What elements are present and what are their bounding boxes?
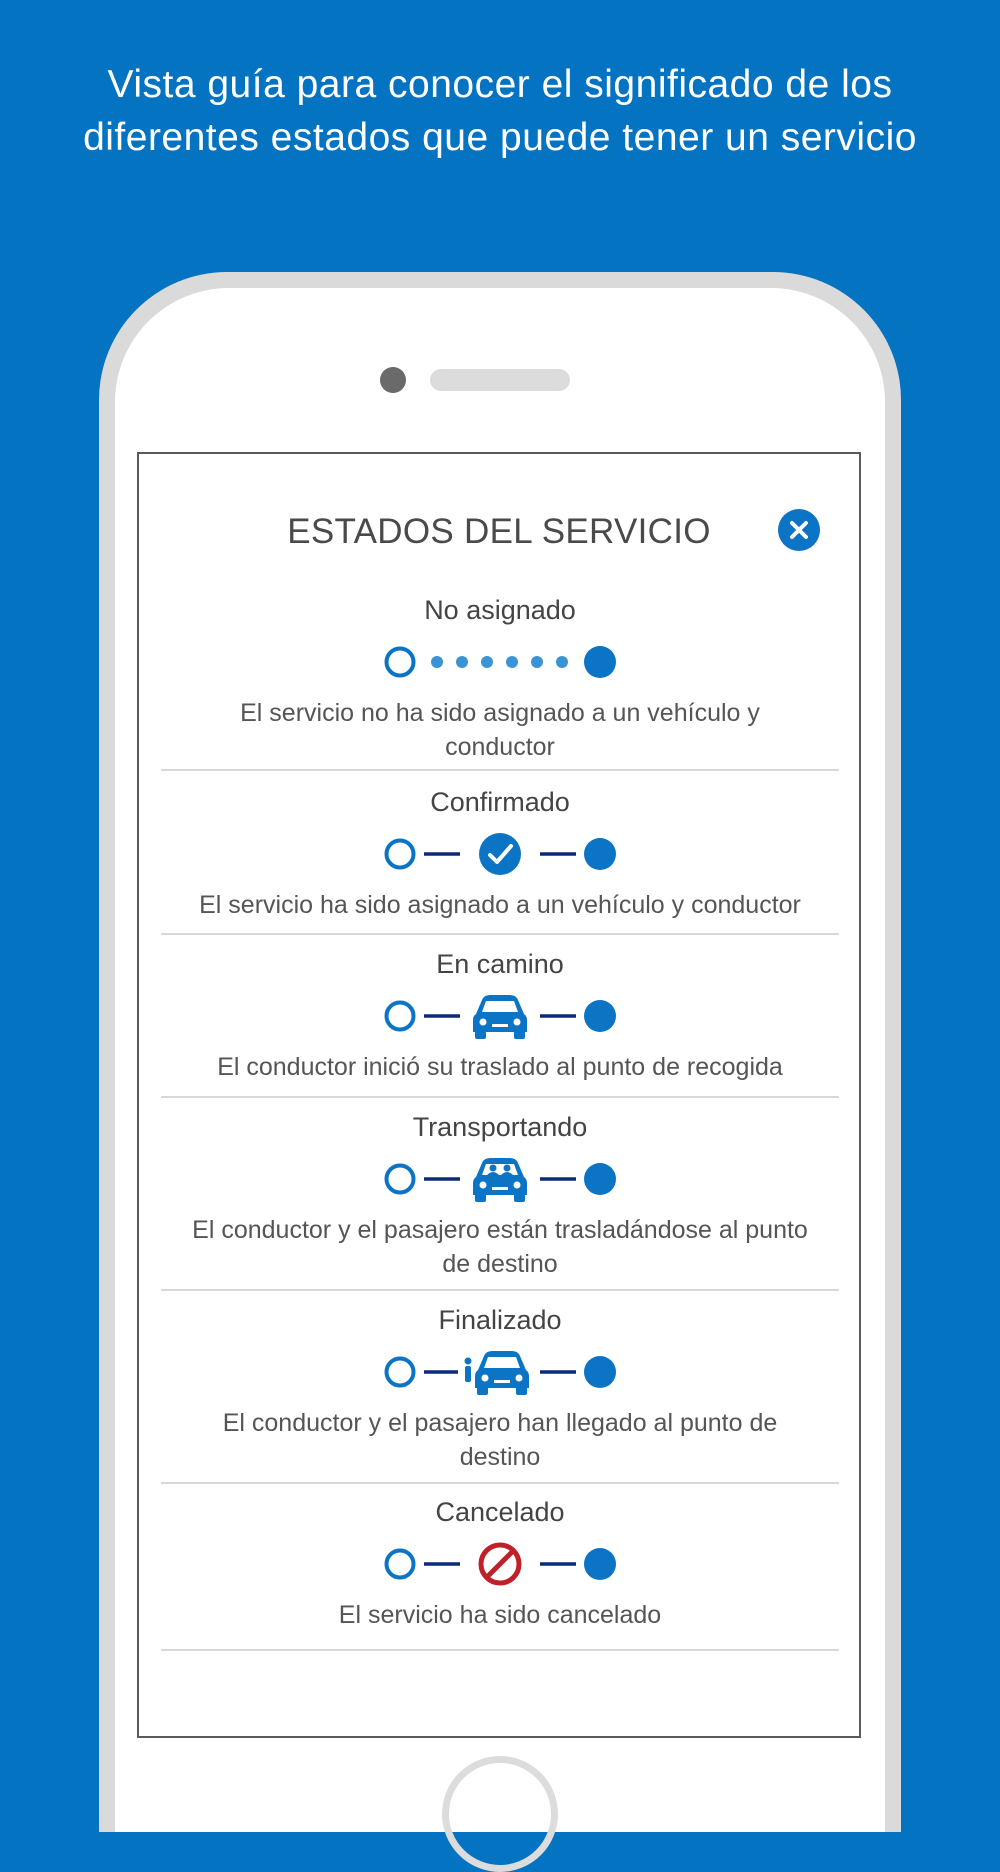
state-item-transportando — [161, 1111, 839, 1291]
state-item-cancelado — [161, 1496, 839, 1651]
check-icon — [370, 824, 630, 884]
state-item-no-asignado — [161, 594, 839, 771]
close-button[interactable] — [778, 509, 820, 551]
state-name: Cancelado — [435, 1497, 565, 1527]
car-passengers-icon — [370, 1149, 630, 1209]
state-name: Confirmado — [430, 787, 570, 817]
state-item-confirmado — [161, 786, 839, 935]
state-description: El servicio ha sido asignado a un vehículo y conductor — [199, 891, 801, 919]
headline: Vista guía para conocer el significado de los diferentes estados que puede tener un servicio — [83, 63, 917, 159]
close-icon — [778, 509, 820, 551]
phone-camera — [380, 367, 406, 393]
phone-speaker — [430, 369, 570, 391]
state-description: El servicio ha sido cancelado — [338, 1601, 662, 1629]
state-item-en-camino — [161, 948, 839, 1098]
modal-title: ESTADOS DEL SERVICIO — [287, 512, 711, 551]
phone-home-button — [442, 1756, 558, 1872]
dotted-path-icon — [370, 632, 630, 692]
state-name: No asignado — [424, 595, 576, 625]
car-icon — [370, 986, 630, 1046]
state-name: En camino — [436, 949, 564, 979]
state-description: El conductor y el pasajero han llegado al punto de destino — [222, 1409, 778, 1471]
state-name: Transportando — [412, 1112, 588, 1142]
cancel-icon — [370, 1534, 630, 1594]
state-item-finalizado — [161, 1304, 839, 1484]
state-description: El servicio no ha sido asignado a un vehículo y conductor — [240, 699, 760, 761]
state-description: El conductor y el pasajero están trasladándose al punto de destino — [192, 1216, 808, 1278]
state-description: El conductor inició su traslado al punto de recogida — [217, 1053, 783, 1081]
car-arrived-icon — [370, 1342, 630, 1402]
state-name: Finalizado — [438, 1305, 562, 1335]
status-guide-modal — [137, 452, 861, 1738]
